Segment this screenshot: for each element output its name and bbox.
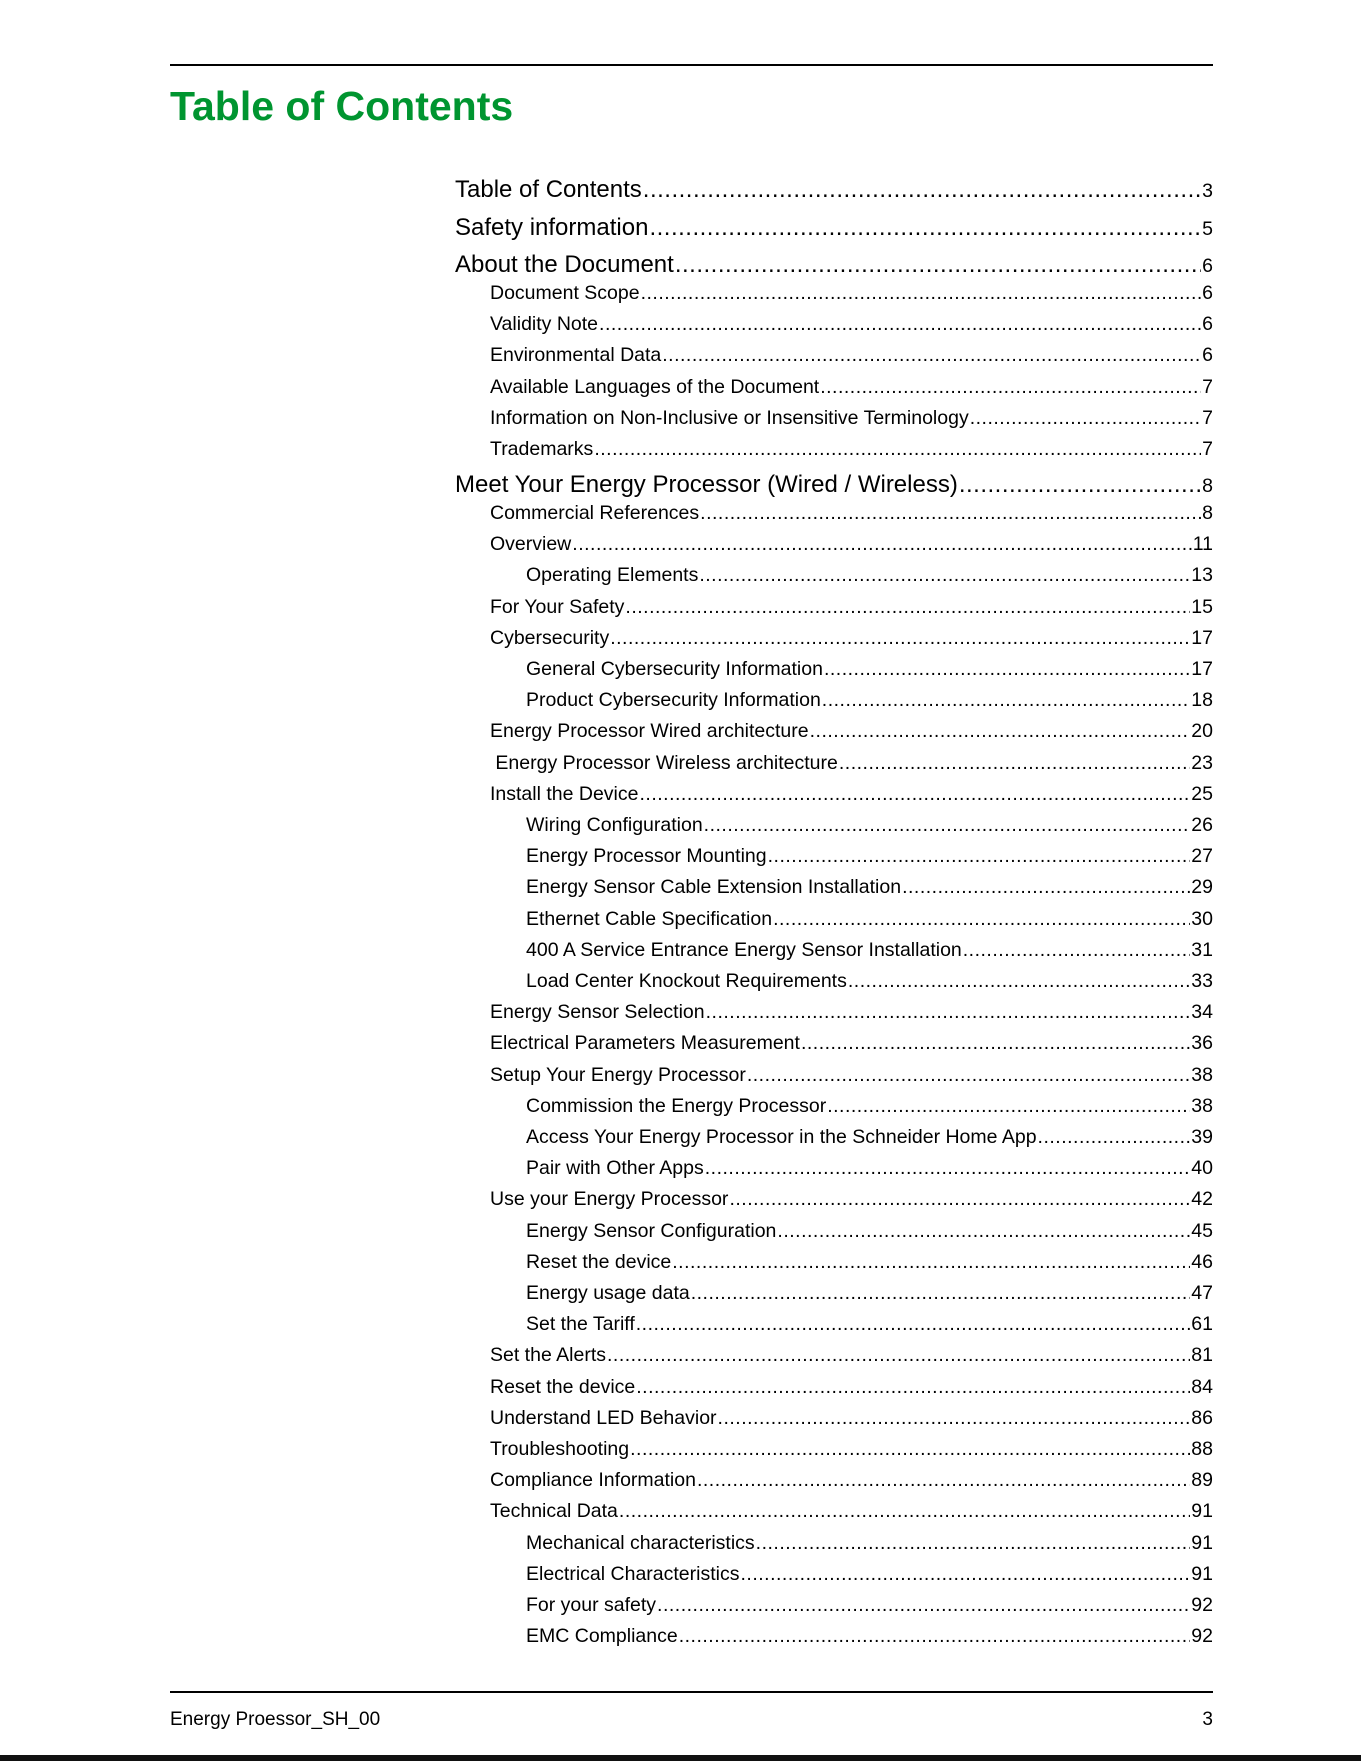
toc-entry-page-number: 27 [1191,845,1213,867]
toc-entry-page-number: 7 [1202,376,1213,398]
toc-entry-page-number: 8 [1202,502,1213,524]
toc-entry-title: Compliance Information [490,1469,696,1491]
toc-entry-title: Load Center Knockout Requirements [526,970,847,992]
toc-dot-leader [599,313,1201,336]
toc-entry-title: Understand LED Behavior [490,1407,717,1429]
toc-entry-title: Pair with Other Apps [526,1157,704,1179]
toc-entry-title: Energy Sensor Configuration [526,1220,777,1242]
toc-entry-title: Validity Note [490,313,599,335]
toc-entry[interactable] [526,1095,1213,1123]
toc-entry-title: Trademarks [490,438,594,460]
toc-entry-title: Use your Energy Processor [490,1188,729,1210]
toc-entry-title: For Your Safety [490,596,625,618]
toc-entry-page-number: 8 [1202,475,1213,497]
toc-entry-title: Energy Processor Mounting [526,845,767,867]
toc-entry-page-number: 13 [1191,564,1213,586]
toc-entry-title: Available Languages of the Document [490,376,820,398]
toc-entry-title: Technical Data [490,1500,618,1522]
toc-entry-page-number: 7 [1202,407,1213,429]
toc-entry-title: Set the Alerts [490,1344,606,1366]
toc-dot-leader [619,1500,1190,1523]
toc-entry[interactable] [490,344,1213,372]
toc-entry[interactable] [526,1625,1213,1653]
toc-entry[interactable] [526,845,1213,873]
toc-entry-page-number: 25 [1191,783,1213,805]
toc-dot-leader [801,1032,1190,1055]
toc-entry-title: Meet Your Energy Processor (Wired / Wireless) [455,471,958,498]
toc-entry-title: Energy Sensor Selection [490,1001,705,1023]
toc-entry-title: Overview [490,533,572,555]
toc-entry-page-number: 38 [1191,1064,1213,1086]
toc-dot-leader [729,1188,1190,1211]
toc-entry[interactable] [490,533,1213,561]
toc-dot-leader [820,376,1201,399]
toc-entry-page-number: 6 [1202,344,1213,366]
toc-entry-page-number: 40 [1191,1157,1213,1179]
toc-entry-title: Commission the Energy Processor [526,1095,827,1117]
toc-entry-title: About the Document [455,251,674,278]
toc-dot-leader [827,1095,1190,1118]
toc-dot-leader [839,752,1190,775]
toc-dot-leader [630,1438,1190,1461]
toc-entry-page-number: 91 [1191,1563,1213,1585]
toc-entry-page-number: 81 [1191,1344,1213,1366]
toc-entry-title: Mechanical characteristics [526,1532,755,1554]
toc-dot-leader [672,1251,1190,1274]
toc-entry-page-number: 30 [1191,908,1213,930]
toc-entry[interactable] [526,1532,1213,1560]
toc-dot-leader [1038,1126,1191,1149]
toc-entry[interactable] [490,1344,1213,1372]
toc-entry-title: Ethernet Cable Specification [526,908,773,930]
toc-entry-page-number: 17 [1191,627,1213,649]
toc-entry[interactable] [490,596,1213,624]
toc-entry-page-number: 89 [1191,1469,1213,1491]
toc-entry-title: Document Scope [490,282,640,304]
toc-entry[interactable] [490,783,1213,811]
toc-entry-title: Access Your Energy Processor in the Schneider Home App [526,1126,1037,1148]
toc-entry-page-number: 91 [1191,1532,1213,1554]
toc-entry-title: Product Cybersecurity Information [526,689,821,711]
toc-entry-page-number: 38 [1191,1095,1213,1117]
toc-entry[interactable] [526,1313,1213,1341]
toc-entry-page-number: 36 [1191,1032,1213,1054]
toc-dot-leader [902,876,1190,899]
toc-dot-leader [810,720,1191,743]
toc-entry-title: EMC Compliance [526,1625,678,1647]
toc-dot-leader [657,1594,1190,1617]
toc-dot-leader [641,282,1202,305]
toc-entry[interactable] [490,407,1213,435]
toc-entry-page-number: 31 [1191,939,1213,961]
toc-dot-leader [697,1469,1190,1492]
toc-dot-leader [699,564,1190,587]
toc-dot-leader [747,1064,1190,1087]
toc-dot-leader [768,845,1191,868]
toc-dot-leader [662,344,1201,367]
scan-edge [0,1755,1361,1761]
toc-entry[interactable] [490,1064,1213,1092]
toc-entry-title: Safety information [455,214,649,241]
toc-entry[interactable] [526,1594,1213,1622]
toc-dot-leader [594,438,1201,461]
toc-dot-leader [740,1563,1190,1586]
toc-entry[interactable] [490,313,1213,341]
toc-entry[interactable] [526,1251,1213,1279]
toc-entry[interactable] [526,1282,1213,1310]
toc-dot-leader [679,1625,1191,1648]
toc-entry-title: For your safety [526,1594,657,1616]
toc-entry-title: Troubleshooting [490,1438,630,1460]
toc-dot-leader [691,1282,1191,1305]
toc-dot-leader [640,783,1191,806]
toc-entry[interactable] [490,438,1213,466]
toc-entry[interactable] [490,502,1213,530]
toc-entry-title: Energy Processor Wired architecture [490,720,809,742]
toc-entry-page-number: 15 [1191,596,1213,618]
toc-entry-page-number: 61 [1191,1313,1213,1335]
toc-dot-leader [773,908,1190,931]
toc-entry-page-number: 7 [1202,438,1213,460]
toc-entry-title: Energy Sensor Cable Extension Installation [526,876,902,898]
toc-entry-title: Information on Non-Inclusive or Insensitive Terminology [490,407,969,429]
toc-entry-page-number: 46 [1191,1251,1213,1273]
toc-entry-page-number: 88 [1191,1438,1213,1460]
toc-entry[interactable] [526,814,1213,842]
toc-entry[interactable] [526,564,1213,592]
toc-entry-title: Table of Contents [455,176,642,203]
toc-dot-leader [625,596,1190,619]
toc-dot-leader [718,1407,1191,1430]
toc-entry-title: Wiring Configuration [526,814,703,836]
toc-entry[interactable] [490,1469,1213,1497]
toc-entry-page-number: 11 [1192,533,1213,555]
toc-entry[interactable] [490,720,1213,748]
toc-entry-title: Reset the device [526,1251,672,1273]
toc-entry-title: Set the Tariff [526,1313,635,1335]
toc-entry-title: Operating Elements [526,564,699,586]
toc-entry-title: Energy Processor Wireless architecture [490,752,838,774]
footer-rule [170,1691,1213,1693]
toc-entry-page-number: 3 [1202,180,1213,202]
toc-dot-leader [824,658,1190,681]
toc-entry[interactable] [455,471,1213,503]
toc-dot-leader [572,533,1191,556]
toc-dot-leader [970,407,1201,430]
toc-dot-leader [610,627,1190,650]
toc-entry-title: Reset the device [490,1376,636,1398]
toc-entry[interactable] [490,376,1213,404]
toc-entry-page-number: 23 [1191,752,1213,774]
footer-document-name: Energy Proessor_SH_00 [170,1709,381,1730]
toc-dot-leader [756,1532,1191,1555]
toc-entry[interactable] [526,876,1213,904]
toc-entry-page-number: 5 [1202,218,1213,240]
toc-entry-title: Commercial References [490,502,700,524]
toc-entry[interactable] [455,176,1213,208]
toc-entry[interactable] [490,1438,1213,1466]
toc-entry[interactable] [526,658,1213,686]
toc-entry-page-number: 45 [1191,1220,1213,1242]
toc-entry-page-number: 29 [1191,876,1213,898]
toc-dot-leader [636,1376,1190,1399]
toc-dot-leader [705,1157,1191,1180]
toc-dot-leader [706,1001,1191,1024]
toc-entry[interactable] [526,970,1213,998]
toc-entry[interactable] [490,752,1213,780]
toc-entry[interactable] [490,1001,1213,1029]
toc-entry[interactable] [526,908,1213,936]
toc-entry-title: Energy usage data [526,1282,690,1304]
toc-entry[interactable] [455,214,1213,246]
toc-dot-leader [636,1313,1191,1336]
toc-entry-page-number: 84 [1191,1376,1213,1398]
toc-entry-page-number: 6 [1202,255,1213,277]
toc-entry-page-number: 6 [1202,282,1213,304]
toc-entry[interactable] [526,1220,1213,1248]
toc-entry[interactable] [490,1376,1213,1404]
toc-entry-page-number: 92 [1191,1594,1213,1616]
toc-entry-page-number: 17 [1191,658,1213,680]
toc-entry[interactable] [490,1032,1213,1060]
toc-entry-title: 400 A Service Entrance Energy Sensor Installation [526,939,962,961]
toc-entry-page-number: 39 [1191,1126,1213,1148]
toc-dot-leader [649,214,1201,242]
toc-dot-leader [822,689,1191,712]
toc-entry[interactable] [526,1126,1213,1154]
toc-entry-title: Install the Device [490,783,639,805]
toc-entry-title: Setup Your Energy Processor [490,1064,746,1086]
toc-entry-page-number: 92 [1191,1625,1213,1647]
footer-page-number: 3 [1202,1709,1213,1730]
toc-entry-title: Environmental Data [490,344,662,366]
toc-entry-page-number: 6 [1202,313,1213,335]
toc-entry[interactable] [490,627,1213,655]
toc-entry-page-number: 34 [1191,1001,1213,1023]
toc-dot-leader [643,176,1201,204]
toc-entry-title: General Cybersecurity Information [526,658,823,680]
toc-entry-page-number: 42 [1191,1188,1213,1210]
toc-entry[interactable] [490,1188,1213,1216]
toc-entry[interactable] [526,689,1213,717]
toc-dot-leader [675,251,1201,279]
toc-dot-leader [607,1344,1190,1367]
toc-entry[interactable] [490,282,1213,310]
toc-dot-leader [959,471,1201,499]
toc-entry[interactable] [526,939,1213,967]
toc-entry-page-number: 18 [1191,689,1213,711]
toc-entry-title: Cybersecurity [490,627,610,649]
toc-entry-page-number: 33 [1191,970,1213,992]
toc-entry-title: Electrical Parameters Measurement [490,1032,800,1054]
toc-entry[interactable] [526,1563,1213,1591]
toc-dot-leader [963,939,1191,962]
page-title: Table of Contents [170,83,514,129]
toc-dot-leader [848,970,1190,993]
toc-entry-page-number: 26 [1191,814,1213,836]
toc-entry[interactable] [490,1500,1213,1528]
toc-dot-leader [704,814,1191,837]
toc-entry[interactable] [455,251,1213,283]
toc-entry[interactable] [490,1407,1213,1435]
toc-entry[interactable] [526,1157,1213,1185]
toc-entry-page-number: 20 [1191,720,1213,742]
toc-entry-page-number: 86 [1191,1407,1213,1429]
toc-entry-page-number: 91 [1191,1500,1213,1522]
toc-entry-page-number: 47 [1191,1282,1213,1304]
toc-dot-leader [700,502,1201,525]
toc-entry-title: Electrical Characteristics [526,1563,740,1585]
toc-dot-leader [777,1220,1190,1243]
